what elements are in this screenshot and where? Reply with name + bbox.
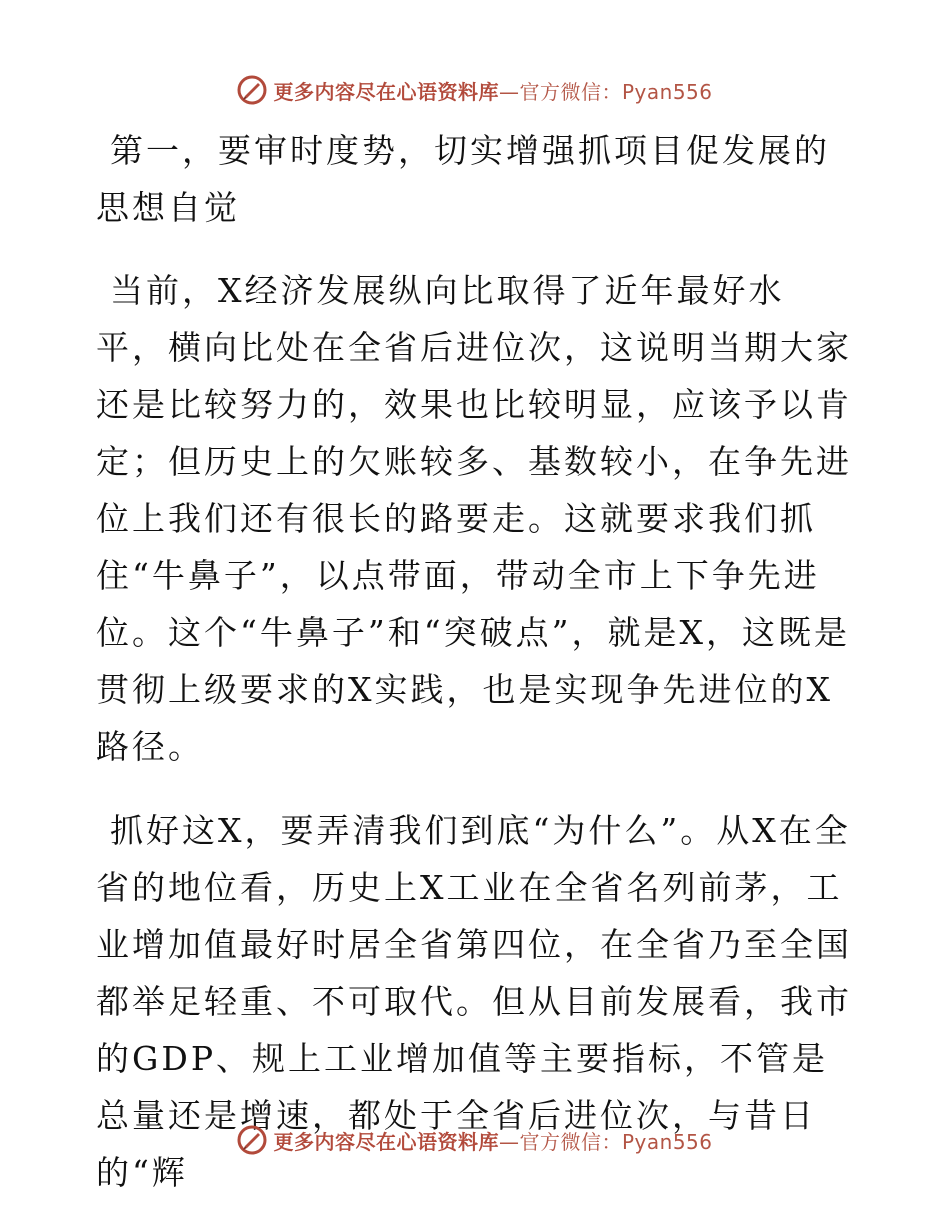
watermark-footer [0,1120,950,1160]
paragraph-2: 抓好这X，要弄清我们到底“为什么”。从X在全省的地位看，历史上X工业在全省名列前茅，工业增加值最好时居全省第四位，在全省乃至全国都举足轻重、不可取代。但从目前发展看，我市的GDP、规上工业增加值等主要指标，不管是总量还是增速，都处于全省后进位次，与昔日的“辉 [96,811,852,1192]
paragraph-1: 当前，X经济发展纵向比取得了近年最好水平，横向比处在全省后进位次，这说明当期大家还是比较努力的，效果也比较明显，应该予以肯定；但历史上的欠账较多、基数较小，在争先进位上我们还有很长的路要走。这就要求我们抓住“牛鼻子”，以点带面，带动全市上下争先进位。这个“牛鼻子”和“突破点”，就是X，这既是贯彻上级要求的X实践，也是实现争先进位的X路径。 [96,271,852,766]
brand-logo-icon [237,1125,267,1155]
watermark-text: 更多内容尽在心语资料库—官方微信：Pyan556 [273,79,713,104]
section-heading: 第一，要审时度势，切实增强抓项目促发展的思想自觉 [96,131,830,227]
watermark-text: 更多内容尽在心语资料库—官方微信：Pyan556 [273,1129,713,1154]
brand-logo-icon [237,75,267,105]
document-body [96,122,856,1201]
watermark-header [0,70,950,110]
